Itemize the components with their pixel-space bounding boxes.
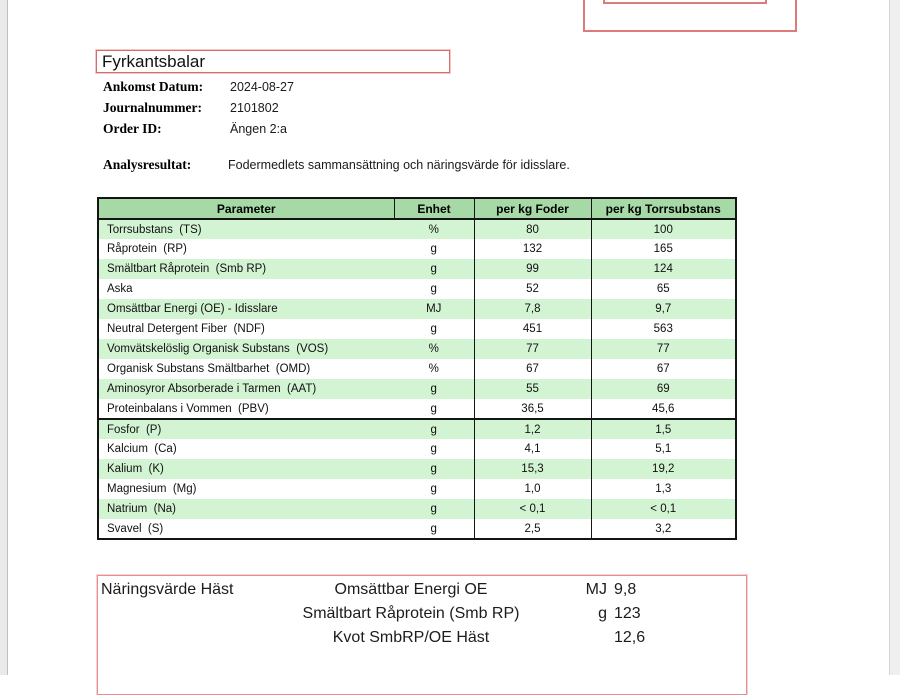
unit-cell: g xyxy=(394,259,474,279)
per-kg-torrsubstans-cell: 1,3 xyxy=(591,479,736,499)
parameter-cell: Organisk Substans Smältbarhet (OMD) xyxy=(107,363,311,375)
per-kg-foder-cell: 67 xyxy=(474,359,591,379)
table-row xyxy=(98,279,736,299)
per-kg-foder-cell: 15,3 xyxy=(474,459,591,479)
table-row xyxy=(98,479,736,499)
column-header-parameter: Parameter xyxy=(98,198,394,219)
horse-parameter-unit: g xyxy=(598,605,607,622)
per-kg-foder-cell: < 0,1 xyxy=(474,499,591,519)
per-kg-torrsubstans-cell: 45,6 xyxy=(591,399,736,419)
horse-nutrition-row xyxy=(98,578,746,602)
unit-cell: g xyxy=(430,283,437,295)
sample-title-box xyxy=(96,50,450,73)
per-kg-foder-cell: 52 xyxy=(474,279,591,299)
per-kg-torrsubstans-cell: 65 xyxy=(591,279,736,299)
per-kg-foder-cell: 36,5 xyxy=(474,399,591,419)
per-kg-foder-cell: 1,0 xyxy=(474,479,591,499)
journal-number-value: 2101802 xyxy=(230,100,279,115)
per-kg-foder-cell: 55 xyxy=(474,379,591,399)
table-row xyxy=(98,299,736,319)
viewer-left-margin xyxy=(0,0,8,675)
horse-parameter-unit: MJ xyxy=(585,581,607,598)
unit-cell: % xyxy=(394,219,474,239)
horse-parameter-value: 9,8 xyxy=(614,581,637,598)
per-kg-foder-cell: 2,5 xyxy=(474,519,591,539)
per-kg-foder-cell: 451 xyxy=(474,319,591,339)
unit-cell: % xyxy=(394,339,474,359)
per-kg-foder-cell: 99 xyxy=(474,259,591,279)
unit-cell: MJ xyxy=(394,299,474,319)
horse-nutrition-row xyxy=(98,626,746,650)
horse-parameter-value: 123 xyxy=(614,605,641,622)
meta-block xyxy=(103,76,294,139)
horse-box-title: Näringsvärde Häst xyxy=(101,581,234,598)
analysis-table xyxy=(97,197,737,540)
per-kg-torrsubstans-cell: 5,1 xyxy=(591,439,736,459)
per-kg-torrsubstans-cell: 563 xyxy=(591,319,736,339)
parameter-cell: Magnesium (Mg) xyxy=(107,483,197,495)
parameter-cell: Fosfor (P) xyxy=(98,419,394,439)
analysis-result-value: Fodermedlets sammansättning och näringsvärde för idisslare. xyxy=(228,158,570,172)
arrival-date-label: Ankomst Datum: xyxy=(103,78,204,94)
per-kg-foder-cell: 80 xyxy=(474,219,591,239)
parameter-cell: Omsättbar Energi (OE) - Idisslare xyxy=(98,299,394,319)
table-row xyxy=(98,339,736,359)
parameter-cell: Torrsubstans (TS) xyxy=(98,219,394,239)
column-header-per-kg-foder: per kg Foder xyxy=(474,198,591,219)
horse-parameter-name: Smältbart Råprotein (Smb RP) xyxy=(302,605,520,622)
table-row xyxy=(98,419,736,439)
per-kg-torrsubstans-cell: 9,7 xyxy=(591,299,736,319)
unit-cell: g xyxy=(430,522,437,535)
meta-row-journal-number xyxy=(103,97,294,118)
parameter-cell: Vomvätskelöslig Organisk Substans (VOS) xyxy=(98,339,394,359)
arrival-date-value: 2024-08-27 xyxy=(230,79,294,94)
unit-cell: g xyxy=(394,459,474,479)
page-title: Fyrkantsbalar xyxy=(102,51,205,71)
unit-cell: g xyxy=(430,323,437,335)
unit-cell: g xyxy=(394,379,474,399)
unit-cell: g xyxy=(430,243,437,255)
table-row xyxy=(98,519,736,539)
per-kg-foder-cell: 7,8 xyxy=(474,299,591,319)
table-row xyxy=(98,239,736,259)
order-id-value: Ängen 2:a xyxy=(230,121,287,136)
per-kg-torrsubstans-cell: < 0,1 xyxy=(591,499,736,519)
meta-row-arrival-date xyxy=(103,76,294,97)
order-id-label: Order ID: xyxy=(103,120,162,136)
per-kg-torrsubstans-cell: 1,5 xyxy=(591,419,736,439)
per-kg-torrsubstans-cell: 77 xyxy=(591,339,736,359)
column-header-per-kg-torrsubstans: per kg Torrsubstans xyxy=(591,198,736,219)
unit-cell: g xyxy=(394,499,474,519)
table-row xyxy=(98,399,736,419)
unit-cell: % xyxy=(428,363,439,375)
per-kg-torrsubstans-cell: 67 xyxy=(591,359,736,379)
horse-parameter-value: 12,6 xyxy=(614,629,646,646)
parameter-cell: Råprotein (RP) xyxy=(107,243,187,255)
analysis-result-label: Analysresultat: xyxy=(103,157,192,172)
table-header-row xyxy=(98,198,736,219)
parameter-cell: Kalium (K) xyxy=(98,459,394,479)
per-kg-torrsubstans-cell: 100 xyxy=(591,219,736,239)
journal-number-label: Journalnummer: xyxy=(103,99,202,115)
table-row xyxy=(98,259,736,279)
annotation-box-top-outer xyxy=(583,0,797,32)
per-kg-foder-cell: 4,1 xyxy=(474,439,591,459)
parameter-cell: Neutral Detergent Fiber (NDF) xyxy=(107,323,265,335)
table-row xyxy=(98,459,736,479)
table-row xyxy=(98,379,736,399)
parameter-cell: Aminosyror Absorberade i Tarmen (AAT) xyxy=(98,379,394,399)
per-kg-foder-cell: 132 xyxy=(474,239,591,259)
per-kg-foder-cell: 77 xyxy=(474,339,591,359)
annotation-box-top-inner xyxy=(603,0,767,4)
meta-row-order-id xyxy=(103,118,294,139)
table-row xyxy=(98,319,736,339)
per-kg-torrsubstans-cell: 69 xyxy=(591,379,736,399)
parameter-cell: Svavel (S) xyxy=(107,522,164,535)
parameter-cell: Proteinbalans i Vommen (PBV) xyxy=(107,402,269,415)
per-kg-foder-cell: 1,2 xyxy=(474,419,591,439)
parameter-cell: Aska xyxy=(107,283,133,295)
parameter-cell: Natrium (Na) xyxy=(98,499,394,519)
unit-cell: g xyxy=(430,483,437,495)
table-row xyxy=(98,499,736,519)
parameter-cell: Smältbart Råprotein (Smb RP) xyxy=(98,259,394,279)
viewer-right-margin xyxy=(889,0,900,675)
per-kg-torrsubstans-cell: 3,2 xyxy=(591,519,736,539)
horse-nutrition-box xyxy=(97,575,747,695)
table-row xyxy=(98,219,736,239)
table-row xyxy=(98,439,736,459)
parameter-cell: Kalcium (Ca) xyxy=(107,443,177,455)
unit-cell: g xyxy=(430,402,437,415)
column-header-enhet: Enhet xyxy=(394,198,474,219)
horse-parameter-name: Kvot SmbRP/OE Häst xyxy=(332,629,490,646)
horse-parameter-name: Omsättbar Energi OE xyxy=(334,581,488,598)
horse-nutrition-row xyxy=(98,602,746,626)
unit-cell: g xyxy=(430,443,437,455)
unit-cell: g xyxy=(394,419,474,439)
analysis-result-line xyxy=(103,155,570,175)
per-kg-torrsubstans-cell: 19,2 xyxy=(591,459,736,479)
per-kg-torrsubstans-cell: 165 xyxy=(591,239,736,259)
table-row xyxy=(98,359,736,379)
per-kg-torrsubstans-cell: 124 xyxy=(591,259,736,279)
